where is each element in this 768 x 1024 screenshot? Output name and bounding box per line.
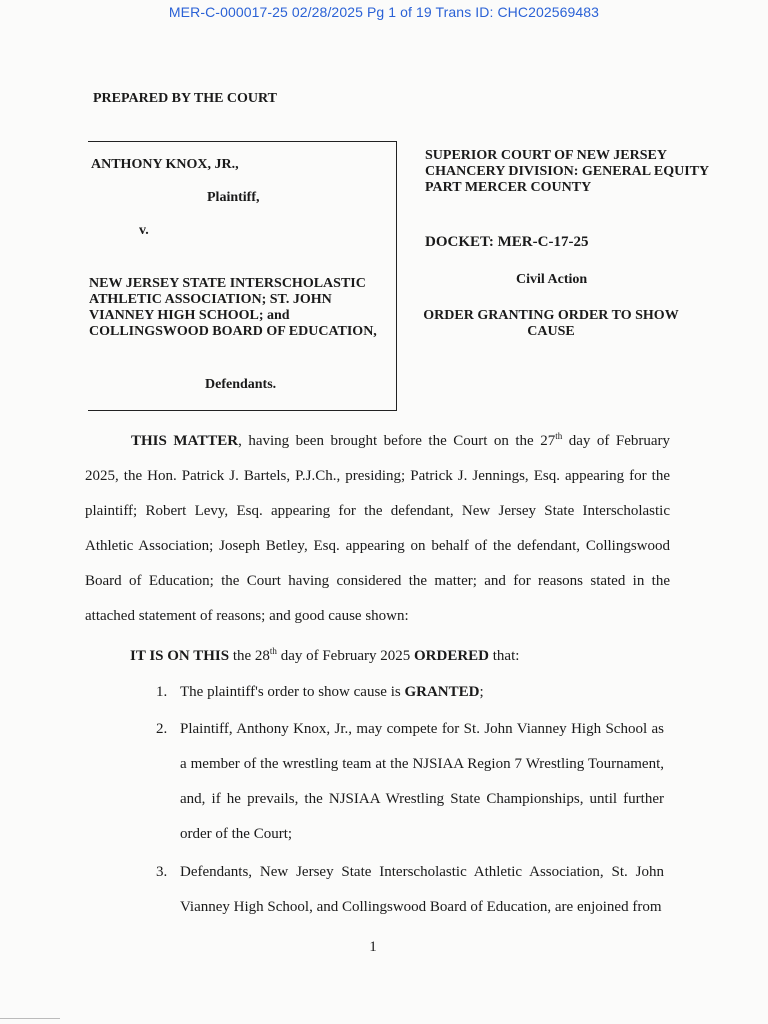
order-item	[156, 712, 664, 852]
order-item-text: Defendants, New Jersey State Interscholastic Athletic Association, St. John Vianney High School, and Collingswood Board of Education, are enjoined from	[180, 864, 664, 915]
order-item	[156, 855, 664, 925]
ordered-lead: IT IS ON THIS	[130, 648, 230, 664]
defendants-names: NEW JERSEY STATE INTERSCHOLASTIC ATHLETIC ASSOCIATION; ST. JOHN VIANNEY HIGH SCHOOL; and COLLINGSWOOD BOARD OF EDUCATION,	[89, 276, 377, 339]
defendants-label: Defendants.	[205, 377, 277, 392]
order-item	[156, 675, 664, 710]
ordered-keyword: ORDERED	[414, 648, 490, 664]
recital-text-1: , having been brought before the Court on the 27	[238, 433, 556, 449]
order-item-text: The plaintiff's order to show cause is	[180, 684, 405, 700]
ordered-text-1: the 28	[229, 648, 270, 664]
ordered-text-3: that:	[489, 648, 520, 664]
recital-paragraph	[85, 424, 670, 634]
scan-edge-line	[0, 1018, 60, 1019]
recital-sup: th	[555, 431, 563, 441]
order-item-number: 2.	[156, 721, 168, 737]
ordered-text-2: day of February 2025	[276, 648, 414, 664]
ordered-sup: th	[269, 646, 277, 656]
page-number: 1	[369, 939, 377, 955]
order-item-number: 1.	[156, 684, 168, 700]
recital-lead: THIS MATTER	[131, 433, 239, 449]
docket-number: DOCKET: MER-C-17-25	[425, 234, 589, 250]
order-title: ORDER GRANTING ORDER TO SHOW CAUSE	[423, 308, 679, 339]
order-item-number: 3.	[156, 864, 168, 880]
filing-stamp: MER-C-000017-25 02/28/2025 Pg 1 of 19 Trans ID: CHC202569483	[168, 4, 600, 20]
plaintiff-name: ANTHONY KNOX, JR.,	[91, 157, 239, 172]
civil-action-label: Civil Action	[516, 272, 588, 287]
order-item-tail: ;	[479, 684, 484, 700]
versus-label: v.	[139, 223, 149, 238]
order-item-text: Plaintiff, Anthony Knox, Jr., may compete for St. John Vianney High School as a member of the wrestling team at the NJSIAA Region 7 Wrestling Tournament, and, if he prevails, the NJSIAA Wrestling State Championships, until further order of the Court;	[180, 721, 664, 842]
prepared-by-heading: PREPARED BY THE COURT	[93, 91, 277, 106]
ordered-clause	[130, 648, 519, 665]
plaintiff-label: Plaintiff,	[207, 190, 260, 205]
granted-keyword: GRANTED	[404, 684, 480, 700]
recital-text-2: day of February 2025, the Hon. Patrick J. Bartels, P.J.Ch., presiding; Patrick J. Jennings, Esq. appearing for the plaintiff; Robert Levy, Esq. appearing for the defendant, New Jersey State Interscholastic Athletic Association; Joseph Betley, Esq. appearing on behalf of the defendant, Collingswood Board of Education; the Court having considered the matter; and for reasons stated in the attached statement of reasons; and good cause shown:	[85, 433, 670, 624]
court-name: SUPERIOR COURT OF NEW JERSEY CHANCERY DIVISION: GENERAL EQUITY PART MERCER COUNTY	[425, 148, 709, 195]
